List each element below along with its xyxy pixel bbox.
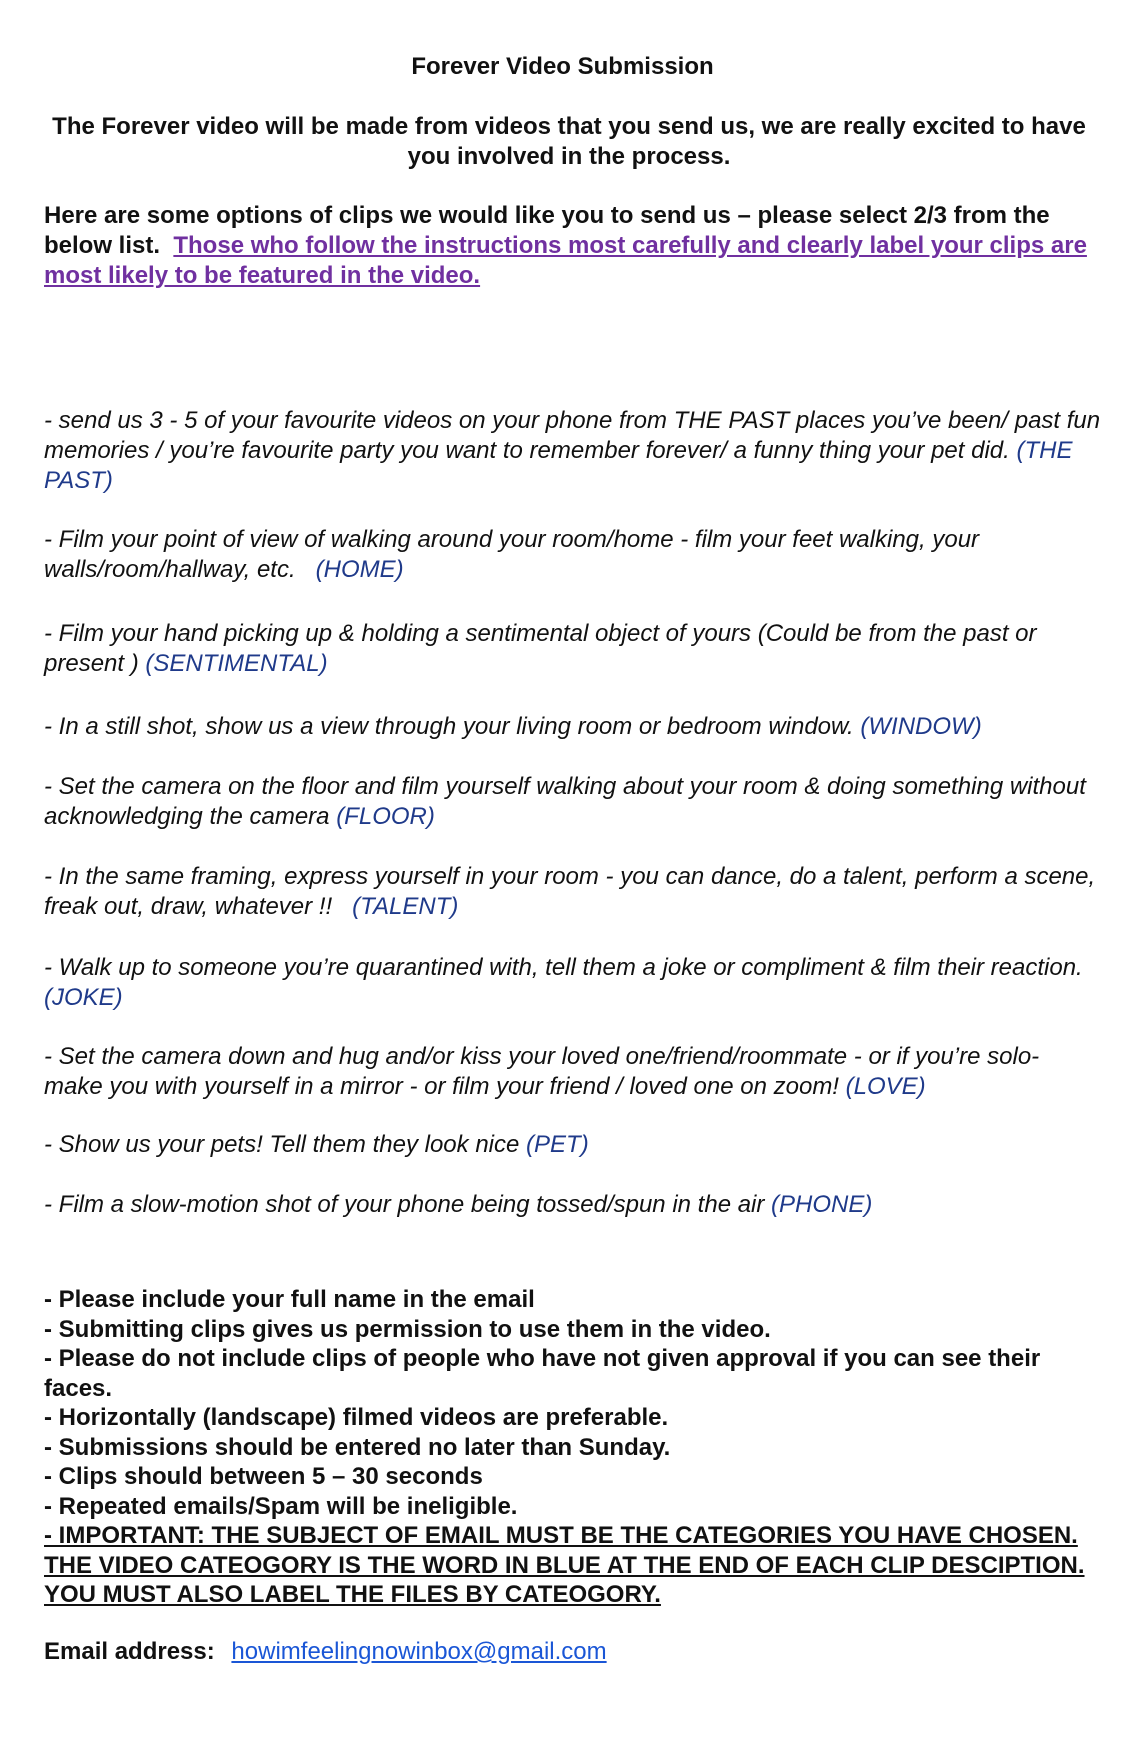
clip-category: (TALENT)	[352, 893, 459, 920]
clip-text: - Set the camera on the floor and film yourself walking about your room & doing something without acknowledging the camera	[44, 773, 1086, 830]
clip-item-pet	[44, 1130, 1104, 1160]
email-label: Email address:	[44, 1638, 215, 1665]
clip-category: (JOKE)	[44, 984, 123, 1011]
rule-item: - Horizontally (landscape) filmed videos are preferable.	[44, 1404, 669, 1431]
clip-item-joke	[44, 953, 1104, 1013]
clip-item-home	[44, 525, 1104, 585]
clip-item-the-past	[44, 406, 1104, 496]
clip-text: - send us 3 - 5 of your favourite videos on your phone from THE PAST places you’ve been/ past fun memories / you’re favourite party you want to remember forever/ a funny thing your pet did.	[44, 407, 1101, 464]
clip-category: (PET)	[526, 1131, 589, 1158]
clip-text: - Show us your pets! Tell them they look nice	[44, 1131, 520, 1158]
clip-text: - Walk up to someone you’re quarantined with, tell them a joke or compliment & film their reaction.	[44, 954, 1083, 981]
clip-item-floor	[44, 772, 1104, 832]
important-notice: - IMPORTANT: THE SUBJECT OF EMAIL MUST BE THE CATEGORIES YOU HAVE CHOSEN. THE VIDEO CATEOGORY IS THE WORD IN BLUE AT THE END OF EACH CLIP DESCIPTION. YOU MUST ALSO LABEL THE FILES BY CATEOGORY.	[44, 1522, 1085, 1608]
rule-item: - Submitting clips gives us permission to use them in the video.	[44, 1315, 771, 1343]
rule-item: - Please include your full name in the email	[44, 1286, 535, 1313]
options-lead: Here are some options of clips we would like you to send us – please select 2/3 from the below list.	[44, 202, 1050, 259]
clip-category: (SENTIMENTAL)	[145, 650, 328, 677]
page-title: Forever Video Submission	[411, 53, 714, 80]
clip-item-phone	[44, 1190, 1104, 1220]
clip-text: - Film your point of view of walking around your room/home - film your feet walking, your walls/room/hallway, etc.	[44, 526, 980, 583]
clip-item-window	[44, 712, 1104, 742]
rule-item: - Repeated emails/Spam will be ineligible.	[44, 1492, 518, 1520]
email-line	[44, 1637, 607, 1667]
rule-item: - Please do not include clips of people who have not given approval if you can see their faces.	[44, 1345, 1041, 1402]
clip-text: - Film your hand picking up & holding a sentimental object of yours (Could be from the past or present )	[44, 620, 1037, 677]
clip-item-sentimental	[44, 619, 1104, 679]
clip-category: (LOVE)	[845, 1073, 926, 1100]
clip-text: - In a still shot, show us a view through your living room or bedroom window.	[44, 713, 854, 740]
clip-text: - Film a slow-motion shot of your phone being tossed/spun in the air	[44, 1191, 765, 1218]
clip-item-love	[44, 1042, 1104, 1102]
clip-category: (WINDOW)	[860, 713, 982, 740]
clip-item-talent	[44, 862, 1104, 922]
email-link[interactable]: howimfeelingnowinbox@gmail.com	[231, 1638, 607, 1665]
clip-category: (FLOOR)	[336, 803, 435, 830]
intro-paragraph: The Forever video will be made from videos that you send us, we are really excited to have you involved in the process.	[52, 113, 1086, 170]
submission-rules	[44, 1285, 1104, 1610]
rule-item: - Clips should between 5 – 30 seconds	[44, 1463, 483, 1490]
featured-note: Those who follow the instructions most carefully and clearly label your clips are most likely to be featured in the video.	[44, 232, 1087, 289]
clip-text: - In the same framing, express yourself in your room - you can dance, do a talent, perform a scene, freak out, draw, whatever !!	[44, 863, 1096, 920]
clip-text: - Set the camera down and hug and/or kiss your loved one/friend/roommate - or if you’re solo- make you with yourself in a mirror - or film your friend / loved one on zoom!	[44, 1043, 1040, 1100]
clip-category: (THE PAST)	[44, 437, 1073, 494]
options-paragraph	[44, 201, 1104, 291]
rule-item: - Submissions should be entered no later than Sunday.	[44, 1433, 671, 1461]
clip-category: (HOME)	[315, 556, 404, 583]
clip-category: (PHONE)	[771, 1191, 873, 1218]
